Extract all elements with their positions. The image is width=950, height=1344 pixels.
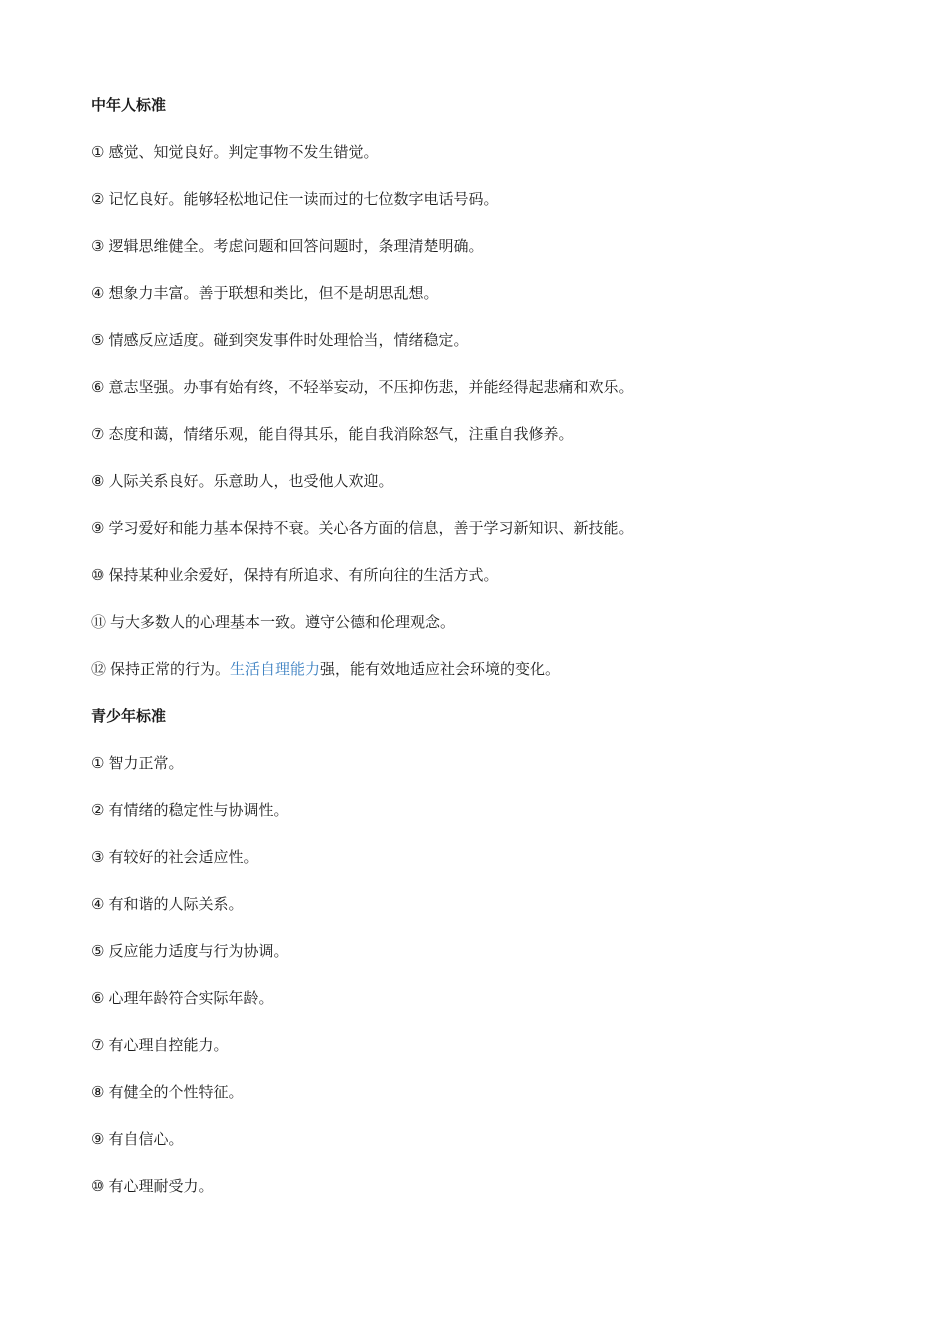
item-number: ⑥ — [91, 989, 105, 1007]
item-text: 与大多数人的心理基本一致。遵守公德和伦理观念。 — [110, 613, 456, 631]
list-item — [91, 1081, 871, 1103]
item-number: ① — [91, 754, 105, 772]
item-number: ③ — [91, 237, 105, 255]
item-text: 有情绪的稳定性与协调性。 — [108, 801, 289, 819]
section-title-youth: 青少年标准 — [91, 707, 167, 725]
list-item — [91, 564, 871, 586]
item-number: ⑫ — [91, 660, 107, 678]
section-title-middle-aged: 中年人标准 — [91, 96, 167, 114]
list-item — [91, 1034, 871, 1056]
list-item — [91, 329, 871, 351]
item-text-before-link: 保持正常的行为。 — [110, 660, 231, 678]
item-text: 有自信心。 — [108, 1130, 184, 1148]
item-text: 反应能力适度与行为协调。 — [108, 942, 289, 960]
list-item — [91, 611, 871, 633]
item-number: ⑩ — [91, 1177, 105, 1195]
list-item — [91, 987, 871, 1009]
item-text: 有和谐的人际关系。 — [108, 895, 244, 913]
item-number: ④ — [91, 284, 105, 302]
list-item — [91, 658, 871, 680]
list-item — [91, 423, 871, 445]
item-text: 保持某种业余爱好，保持有所追求、有所向往的生活方式。 — [108, 566, 499, 584]
list-item — [91, 752, 871, 774]
item-text: 学习爱好和能力基本保持不衰。关心各方面的信息，善于学习新知识、新技能。 — [108, 519, 634, 537]
list-item — [91, 282, 871, 304]
item-number: ③ — [91, 848, 105, 866]
item-number: ⑤ — [91, 331, 105, 349]
item-text: 有健全的个性特征。 — [108, 1083, 244, 1101]
item-text: 感觉、知觉良好。判定事物不发生错觉。 — [108, 143, 379, 161]
self-care-ability-link[interactable]: 生活自理能力 — [230, 660, 321, 678]
list-item — [91, 188, 871, 210]
item-text: 意志坚强。办事有始有终，不轻举妄动，不压抑伤悲，并能经得起悲痛和欢乐。 — [108, 378, 634, 396]
item-text: 情感反应适度。碰到突发事件时处理恰当，情绪稳定。 — [108, 331, 469, 349]
list-item — [91, 893, 871, 915]
item-text: 想象力丰富。善于联想和类比，但不是胡思乱想。 — [108, 284, 439, 302]
item-text: 智力正常。 — [108, 754, 184, 772]
item-number: ⑩ — [91, 566, 105, 584]
item-number: ⑥ — [91, 378, 105, 396]
item-number: ⑦ — [91, 425, 105, 443]
item-text: 心理年龄符合实际年龄。 — [108, 989, 274, 1007]
item-number: ⑤ — [91, 942, 105, 960]
item-number: ④ — [91, 895, 105, 913]
item-number: ⑨ — [91, 1130, 105, 1148]
item-text: 记忆良好。能够轻松地记住一读而过的七位数字电话号码。 — [108, 190, 499, 208]
list-item — [91, 1175, 871, 1197]
item-number: ② — [91, 190, 105, 208]
item-text: 有心理耐受力。 — [108, 1177, 214, 1195]
item-text: 态度和蔼，情绪乐观，能自得其乐，能自我消除怒气，注重自我修养。 — [108, 425, 574, 443]
item-number: ⑪ — [91, 613, 107, 631]
list-item — [91, 940, 871, 962]
list-item — [91, 470, 871, 492]
item-text: 人际关系良好。乐意助人，也受他人欢迎。 — [108, 472, 394, 490]
list-item — [91, 376, 871, 398]
item-text: 有心理自控能力。 — [108, 1036, 229, 1054]
list-item — [91, 799, 871, 821]
list-item — [91, 141, 871, 163]
list-item — [91, 1128, 871, 1150]
item-text: 有较好的社会适应性。 — [108, 848, 259, 866]
list-item — [91, 846, 871, 868]
item-text: 逻辑思维健全。考虑问题和回答问题时，条理清楚明确。 — [108, 237, 484, 255]
list-item — [91, 235, 871, 257]
item-number: ⑧ — [91, 472, 105, 490]
item-number: ⑨ — [91, 519, 105, 537]
list-item — [91, 517, 871, 539]
item-number: ① — [91, 143, 105, 161]
document-page — [91, 94, 871, 1222]
item-number: ⑧ — [91, 1083, 105, 1101]
item-number: ② — [91, 801, 105, 819]
item-number: ⑦ — [91, 1036, 105, 1054]
item-text-after-link: 强，能有效地适应社会环境的变化。 — [320, 660, 561, 678]
